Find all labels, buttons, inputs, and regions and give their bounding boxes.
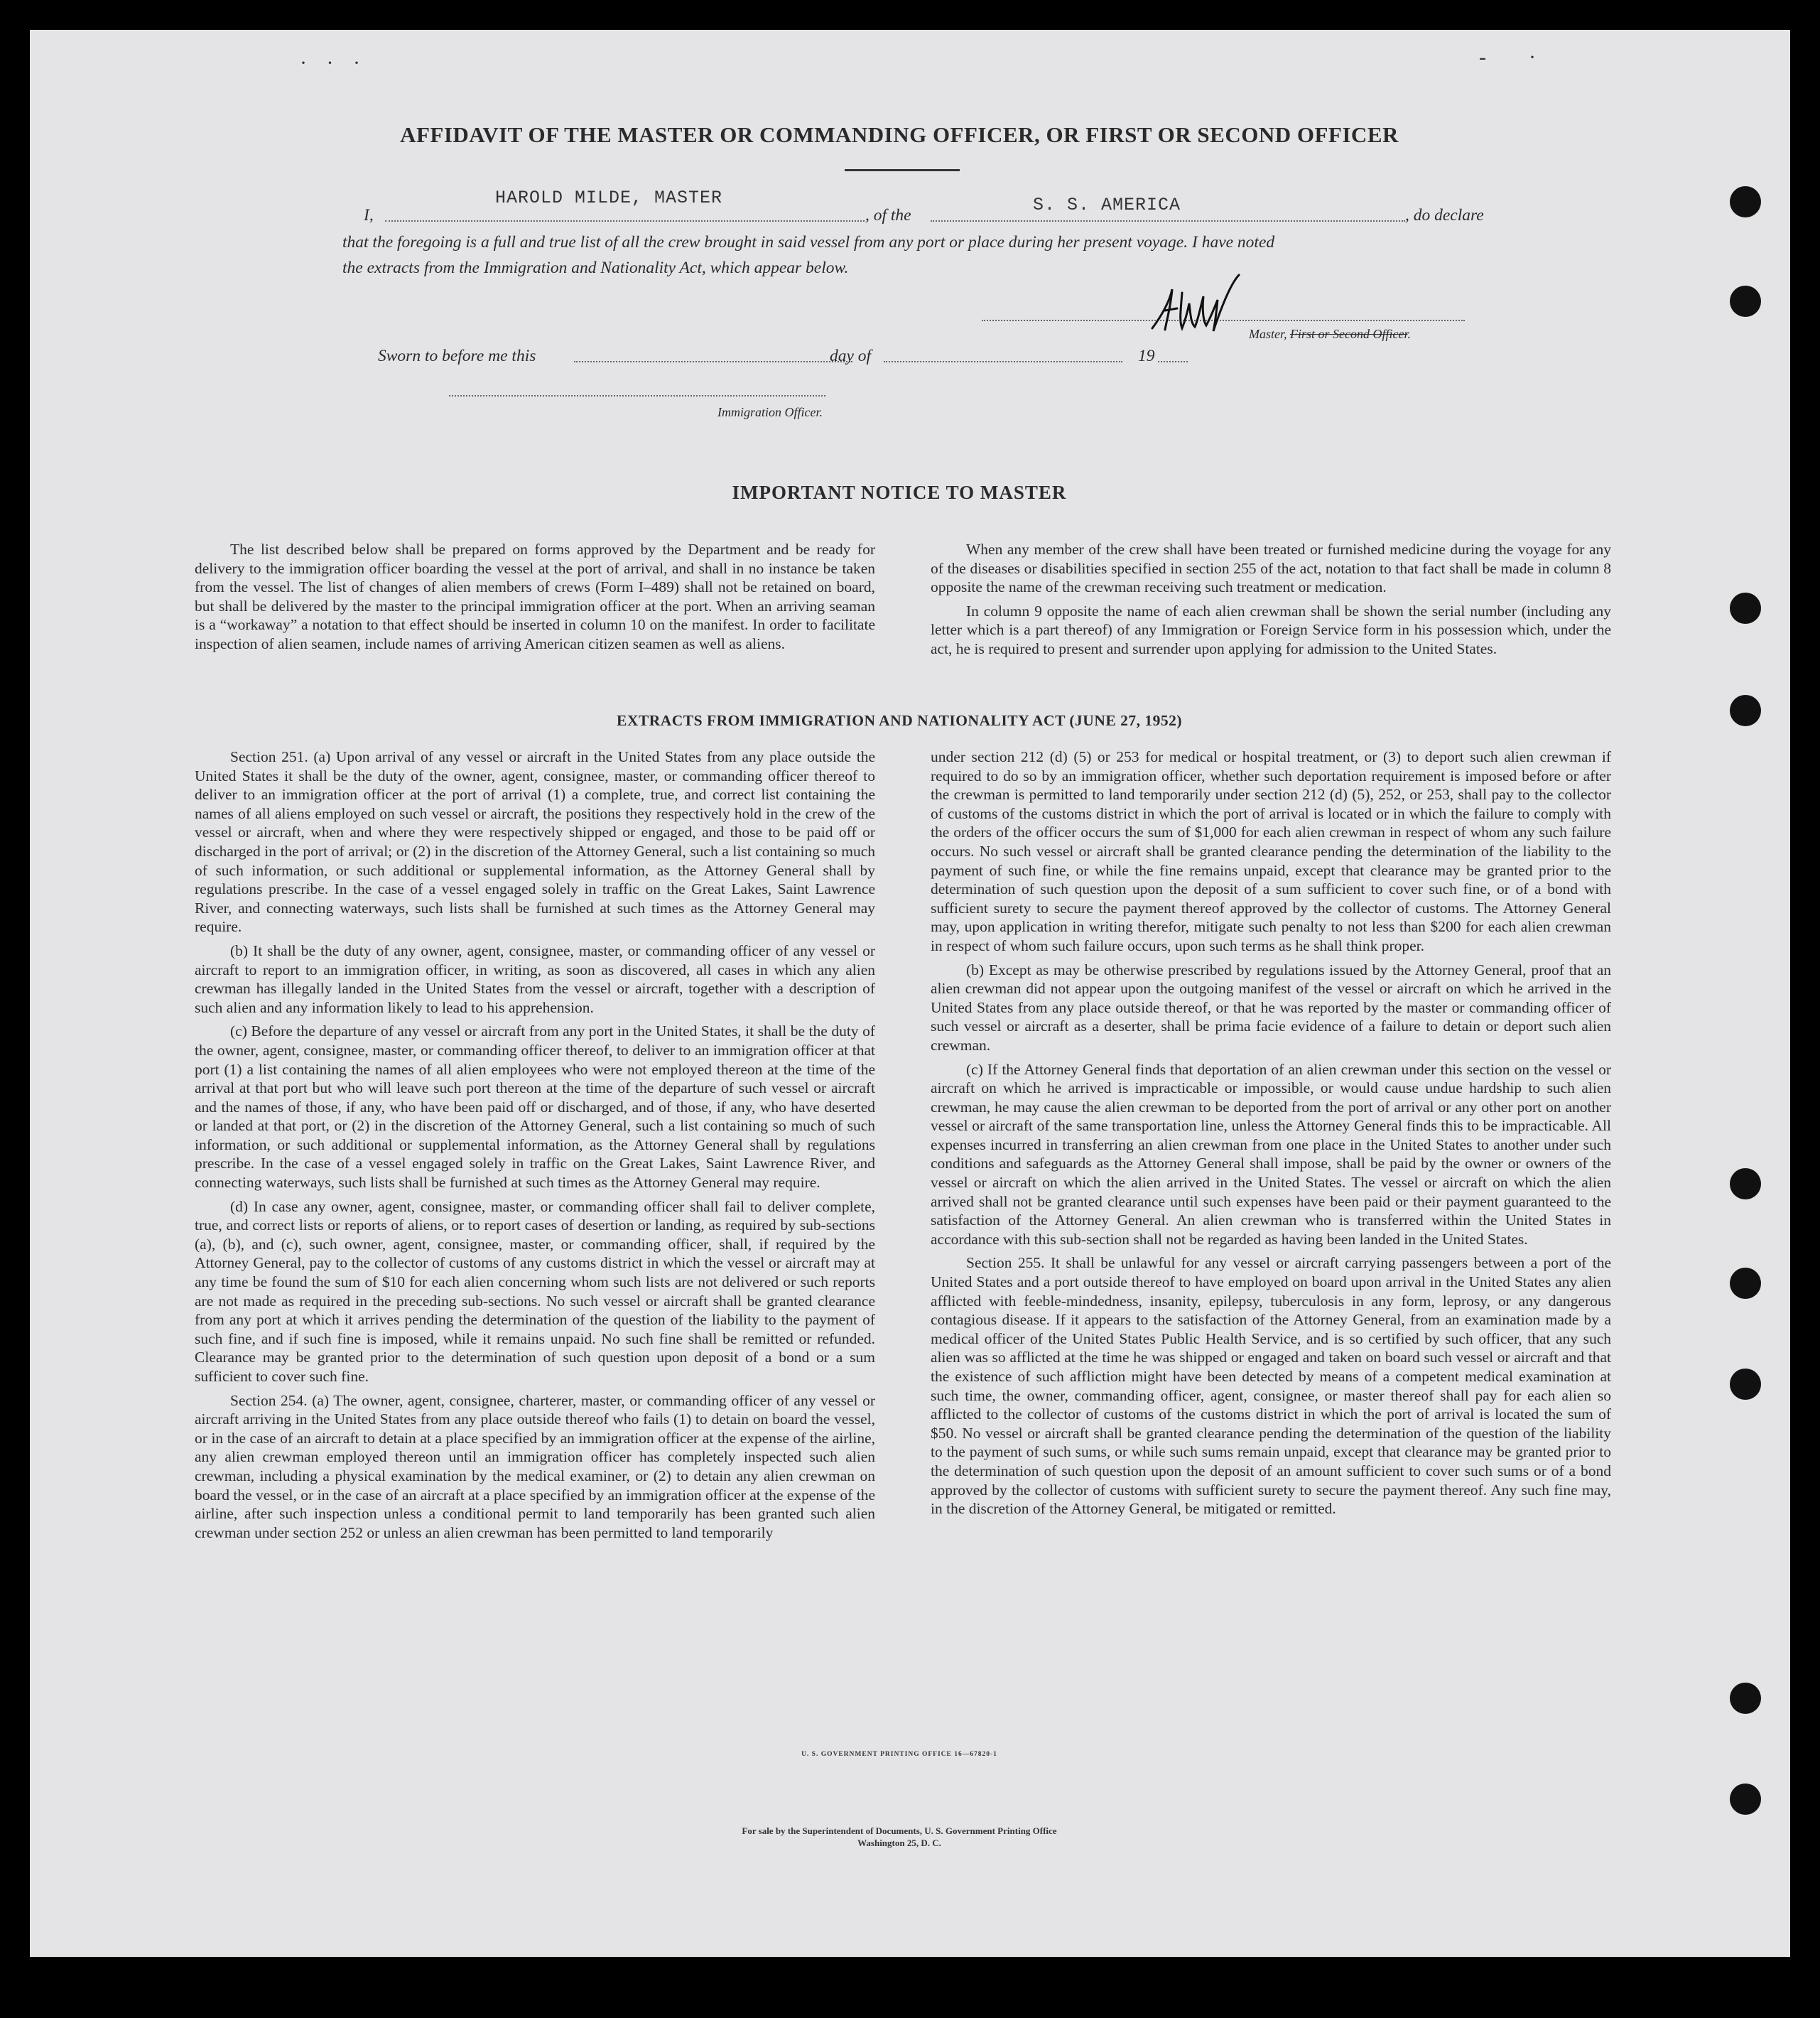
binder-hole xyxy=(1730,593,1761,624)
extract-paragraph: (c) Before the departure of any vessel or aircraft from any port in the United States, it shall be the duty of the owner, agent, consignee, master, or commanding officer thereof, to deliver to an immigration officer at that port (1) a list containing the names of all alien employees who were not employed thereon at the time of the arrival at that port but who will leave such port thereon at the time of the departure of such vessel or aircraft and the names of those, if any, who have been paid off or discharged, and of those, if any, who have deserted or landed at that port, or (2) in the discretion of the Attorney General, such a list containing so much of such information, or such additional or supplemental information, as the Attorney General shall by regulations prescribe. In the case of a vessel engaged solely in traffic on the Great Lakes, Saint Lawrence River, and connecting waterways, such lists shall be furnished at such times as the Attorney General may require. xyxy=(195,1023,875,1192)
sale-notice xyxy=(30,1825,1769,1849)
declaration-line-3: the extracts from the Immigration and Nationality Act, which appear below. xyxy=(342,259,849,277)
notice-left-column xyxy=(195,540,875,659)
master-signature xyxy=(1145,271,1252,335)
binder-hole xyxy=(1730,286,1761,317)
binder-hole xyxy=(1730,186,1761,217)
year-label: 19 xyxy=(1138,347,1155,365)
binder-hole xyxy=(1730,695,1761,726)
printing-office-line: U. S. GOVERNMENT PRINTING OFFICE 16—67820-1 xyxy=(801,1751,997,1758)
binder-hole xyxy=(1730,1683,1761,1714)
extract-paragraph: (b) It shall be the duty of any owner, agent, consignee, master, or commanding officer of any vessel or aircraft to report to an immigration officer, in writing, as soon as discovered, all cases in which any alien crewman has illegally landed in the United States from the vessel or aircraft, together with a description of such alien and any information likely to lead to his apprehension. xyxy=(195,941,875,1016)
extract-paragraph: (c) If the Attorney General finds that deportation of an alien crewman under this section on the vessel or aircraft on which he arrived is impracticable or impossible, or would cause undue hardship to such alien crewman, he may cause the alien crewman to be deported from the port of arrival or any other port on another vessel or aircraft of the same transportation line, unless the Attorney General finds this to be impracticable. All expenses incurred in transferring an alien crewman from one place in the United States to another under such conditions and safeguards as the Attorney General shall impose, shall be paid by the owner or owners of the vessel or aircraft on which the alien arrived in the United States. The vessel or aircraft on which the alien arrived shall not be granted clearance until such expenses have been paid or their payment guaranteed to the satisfaction of the Attorney General. An alien crewman who is transferred within the United States in accordance with this sub-section shall not be regarded as having been landed in the United States. xyxy=(931,1060,1611,1248)
declaration-prefix: I, xyxy=(364,206,374,225)
extract-paragraph: Section 255. It shall be unlawful for any vessel or aircraft carrying passengers between a port of the United States and a port outside thereof to have employed on board upon arrival in the United States any alien afflicted with feeble-mindedness, insanity, epilepsy, tuberculosis in any form, leprosy, or any dangerous contagious disease. If it appears to the satisfaction of the Attorney General, from an examination made by a medical officer of the United States Public Health Service, and is so certified by such officer, that any such alien was so afflicted at the time he was shipped or engaged and taken on board such vessel or aircraft and that the existence of such affliction might have been detected by means of a competent medical examination at such time, the owner, commanding officer, agent, consignee, or master thereof shall pay for each alien so afflicted to the collector of customs of the customs district in which the port of arrival is located the sum of $50. No vessel or aircraft shall be granted clearance pending the determination of the question of the liability to the payment of such sums, or while such sums remain unpaid, except that clearance may be granted prior to the determination of such question upon the deposit of an amount sufficient to cover such sums or of a bond approved by the collector of customs with sufficient surety to secure the payment thereof. Any such fine may, in the discretion of the Attorney General, be mitigated or remitted. xyxy=(931,1254,1611,1518)
vessel-name-field[interactable]: S. S. AMERICA xyxy=(1033,195,1181,215)
name-dotted-line xyxy=(385,220,865,222)
notice-paragraph: The list described below shall be prepared on forms approved by the Department and be ready for delivery to the immigration officer boarding the vessel at the port of arrival, and shall in no instance be taken from the vessel. The list of changes of alien members of crews (Form I–489) shall not be retained on board, but shall be delivered by the master to the principal immigration officer at the port. When an arriving seaman is a “workaway” a notation to that effect should be inserted in column 10 on the manifest. In order to facilitate inspection of alien seamen, include names of arriving American citizen seamen as well as aliens. xyxy=(195,541,875,652)
print-specks: · · · xyxy=(300,51,367,75)
vessel-dotted-line xyxy=(931,220,1405,222)
sale-line-1: For sale by the Superintendent of Documents, U. S. Government Printing Office xyxy=(742,1825,1057,1836)
caption-period: . xyxy=(1407,327,1411,341)
print-speck: - xyxy=(1479,45,1486,69)
extract-paragraph: Section 254. (a) The owner, agent, consignee, charterer, master, or commanding officer of any vessel or aircraft arriving in the United States from any place outside thereof who fails (1) to detain on board the vessel, or in the case of an aircraft to detain at a place specified by an immigration officer at the expense of the airline, any alien crewman employed thereon until an immigration officer has completely inspected such alien crewman, including a physical examination by the medical examiner, or (2) to detain any alien crewman on board the vessel, or in the case of an aircraft at a place specified by an immigration officer at the expense of the airline, after such inspection unless a conditional permit to land temporarily has been granted such alien crewman under section 252 or unless an alien crewman has been permitted to land temporarily xyxy=(195,1391,875,1541)
day-of-label: day of xyxy=(830,347,872,365)
officer-dotted-line[interactable] xyxy=(449,395,825,396)
document-page xyxy=(30,30,1790,1957)
officer-caption: Immigration Officer. xyxy=(717,405,823,419)
notice-right-column xyxy=(931,540,1611,664)
notice-paragraph: In column 9 opposite the name of each alien crewman shall be shown the serial number (including any letter which is a part thereof) of any Immigration or Foreign Service form in his possession which, under the act, he is required to present and surrender upon applying for admission to the United States. xyxy=(931,602,1611,657)
extracts-title: EXTRACTS FROM IMMIGRATION AND NATIONALITY ACT (JUNE 27, 1952) xyxy=(617,712,1182,729)
declaration-line-2: that the foregoing is a full and true list of all the crew brought in said vessel from any port or place during her present voyage. I have noted xyxy=(342,233,1275,252)
affidavit-title: AFFIDAVIT OF THE MASTER OR COMMANDING OFFICER, OR FIRST OR SECOND OFFICER xyxy=(400,122,1399,147)
sworn-day-dotted-line[interactable] xyxy=(574,361,852,362)
extracts-left-column xyxy=(195,748,875,1547)
binder-hole xyxy=(1730,1168,1761,1199)
of-the-label: , of the xyxy=(865,206,911,225)
sworn-prefix: Sworn to before me this xyxy=(378,347,536,365)
sale-line-2: Washington 25, D. C. xyxy=(857,1838,941,1848)
extracts-right-column xyxy=(931,748,1611,1523)
caption-master: Master, xyxy=(1249,327,1287,341)
notice-title: IMPORTANT NOTICE TO MASTER xyxy=(732,482,1067,503)
sworn-year-dotted-line[interactable] xyxy=(1158,361,1188,362)
extract-paragraph: under section 212 (d) (5) or 253 for medical or hospital treatment, or (3) to deport such alien crewman if required to do so by an immigration officer, whether such deportation requirement is imposed before or after the crewman is permitted to land temporarily under section 212 (d) (5), 252, or 253, shall pay to the collector of customs of the customs district in which the port of arrival is located or in which the failure to comply with the orders of the officer occurs the sum of $1,000 for each alien crewman in respect of whom any such failure occurs. No such vessel or aircraft shall be granted clearance pending the determination of the liability to the payment of such fine, or while the fine remains unpaid, except that clearance may be granted prior to the determination of such question upon the deposit of a sum sufficient to cover such fine, or of a bond with sufficient surety to secure the payment thereof approved by the collector of customs. The Attorney General may, upon application in writing therefor, mitigate such penalty to not less than $200 for each alien crewman in respect of whom such failure occurs, upon such terms as he shall think proper. xyxy=(931,748,1611,954)
notice-paragraph: When any member of the crew shall have been treated or furnished medicine during the voyage for any of the diseases or disabilities specified in section 255 of the act, notation to that fact shall be made in column 8 opposite the name of the crewman receiving such treatment or medication. xyxy=(931,541,1611,596)
sworn-month-dotted-line[interactable] xyxy=(884,361,1122,362)
binder-hole xyxy=(1730,1369,1761,1400)
do-declare-label: , do declare xyxy=(1405,206,1484,225)
extract-paragraph: (d) In case any owner, agent, consignee, master, or commanding officer shall fail to deliver complete, true, and correct lists or reports of aliens, or to report cases of desertion or landing, as required by sub-sections (a), (b), and (c), such owner, agent, consignee, master, or commanding officer, shall, if required by the Attorney General, pay to the collector of customs of any customs district in which the vessel or aircraft may at any time be found the sum of $10 for each alien concerning whom such lists are not delivered or such reports are not made as required in the preceding sub-sections. No such vessel or aircraft shall be granted clearance from any port at which it arrives pending the determination of the question of the liability to the payment of such fine, and if such fine is imposed, while it remains unpaid. No such fine shall be remitted or refunded. Clearance may be granted prior to the determination of such question upon deposit of a bond or a sum sufficient to cover such fine. xyxy=(195,1197,875,1385)
print-speck: · xyxy=(1529,45,1536,69)
binder-hole xyxy=(1730,1784,1761,1815)
extract-paragraph: Section 251. (a) Upon arrival of any vessel or aircraft in the United States from any place outside the United States it shall be the duty of the owner, agent, consignee, master, or commanding officer thereof to deliver to an immigration officer at the port of arrival (1) a complete, true, and correct list containing the names of all aliens employed on such vessel or aircraft, the positions they respectively hold in the crew of the vessel or aircraft, when and where they were respectively shipped or engaged, and those to be paid off or discharged in the port of arrival; or (2) in the discretion of the Attorney General, such a list containing so much of such information, or such additional or supplemental information, as the Attorney General shall by regulations prescribe. In the case of a vessel engaged solely in traffic on the Great Lakes, Saint Lawrence River, and connecting waterways, such lists shall be furnished at such times as the Attorney General may require. xyxy=(195,748,875,936)
extract-paragraph: (b) Except as may be otherwise prescribed by regulations issued by the Attorney General, proof that an alien crewman did not appear upon the outgoing manifest of the vessel or aircraft on which he arrived in the United States from any place outside thereof, or that he was reported by the master or commanding officer of such vessel or aircraft as a deserter, shall be prima facie evidence of a failure to detain or deport such alien crewman. xyxy=(931,961,1611,1054)
title-rule xyxy=(845,169,960,171)
signature-caption xyxy=(1249,327,1411,342)
binder-hole xyxy=(1730,1268,1761,1299)
caption-struck-officer: First or Second Officer xyxy=(1290,327,1408,341)
master-name-field[interactable]: HAROLD MILDE, MASTER xyxy=(495,188,723,208)
